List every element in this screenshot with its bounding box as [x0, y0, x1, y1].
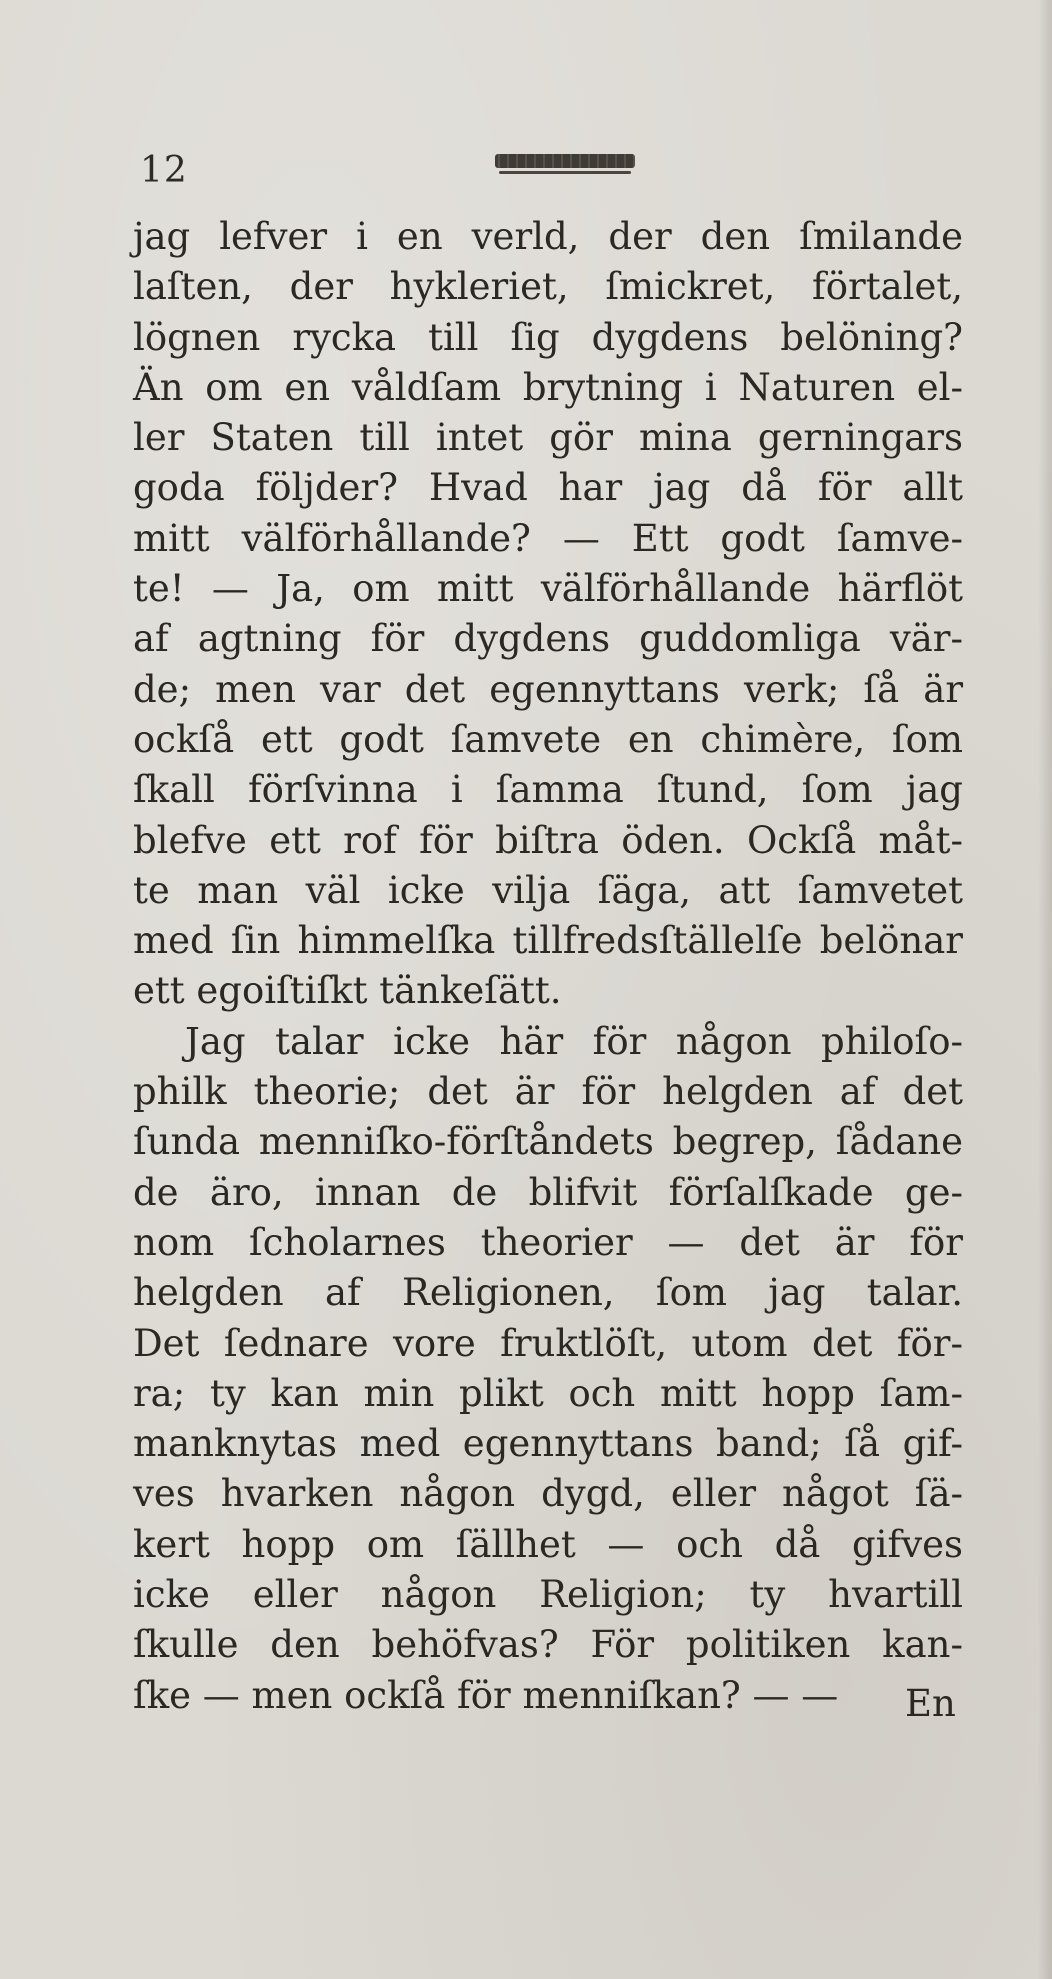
text-line: philk theorie; det är för helgden af det	[133, 1070, 963, 1114]
text-line: jag lefver i en verld, der den ſmilande	[133, 215, 963, 258]
text-line: ſke — men ockſå för menniſkan? — —	[133, 1673, 839, 1717]
text-line: med ſin himmelſka tillfredsſtällelſe belönar	[133, 919, 963, 963]
text-line: ler Staten till intet gör mina gerningars	[133, 416, 963, 460]
text-line: Jag talar icke här för någon philoſo-	[185, 1019, 963, 1063]
text-line: ves hvarken någon dygd, eller något ſä-	[133, 1472, 963, 1516]
text-line: te man väl icke vilja ſäga, att ſamvetet	[133, 868, 963, 912]
text-line: nom ſcholarnes theorier — det är för	[133, 1220, 963, 1264]
text-line: laſten, der hykleriet, ſmickret, förtalet,	[133, 265, 963, 309]
text-line: Än om en våldſam brytning i Naturen el-	[133, 365, 963, 409]
page-number: 12	[140, 150, 188, 191]
text-line: mitt välförhållande? — Ett godt ſamve-	[133, 516, 963, 560]
catchword: En	[905, 1682, 956, 1725]
text-line: blefve ett rof för biſtra öden. Ockſå måt-	[133, 818, 963, 862]
text-line: goda följder? Hvad har jag då för allt	[133, 466, 963, 510]
text-line: helgden af Religionen, ſom jag talar.	[133, 1271, 963, 1315]
text-line: ett egoiſtiſkt tänkeſätt.	[133, 969, 562, 1013]
text-line: kert hopp om ſällhet — och då gifves	[133, 1522, 963, 1566]
text-line: lögnen rycka till ſig dygdens belöning?	[133, 315, 963, 359]
text-line: icke eller någon Religion; ty hvartill	[133, 1573, 963, 1617]
text-line: de; men var det egennyttans verk; ſå är	[133, 667, 963, 711]
text-line: de äro, innan de blifvit förſalſkade ge-	[133, 1170, 963, 1214]
text-line: te! — Ja, om mitt välförhållande härflöt	[133, 567, 963, 611]
body-text	[133, 212, 963, 1721]
ornament-rule	[495, 154, 635, 168]
text-line: ra; ty kan min plikt och mitt hopp ſam-	[133, 1371, 963, 1415]
text-line: ſunda menniſko-förſtåndets begrep, ſådane	[133, 1120, 963, 1164]
text-line: ſkall förſvinna i ſamma ſtund, ſom jag	[133, 768, 963, 812]
text-line: ockſå ett godt ſamvete en chimère, ſom	[133, 717, 963, 761]
text-line: ſkulle den behöfvas? För politiken kan-	[133, 1623, 963, 1667]
text-line: af agtning för dygdens guddomliga vär-	[133, 617, 963, 661]
text-line: manknytas med egennyttans band; ſå gif-	[133, 1422, 963, 1466]
text-line: Det ſednare vore fruktlöſt, utom det för-	[133, 1321, 963, 1365]
